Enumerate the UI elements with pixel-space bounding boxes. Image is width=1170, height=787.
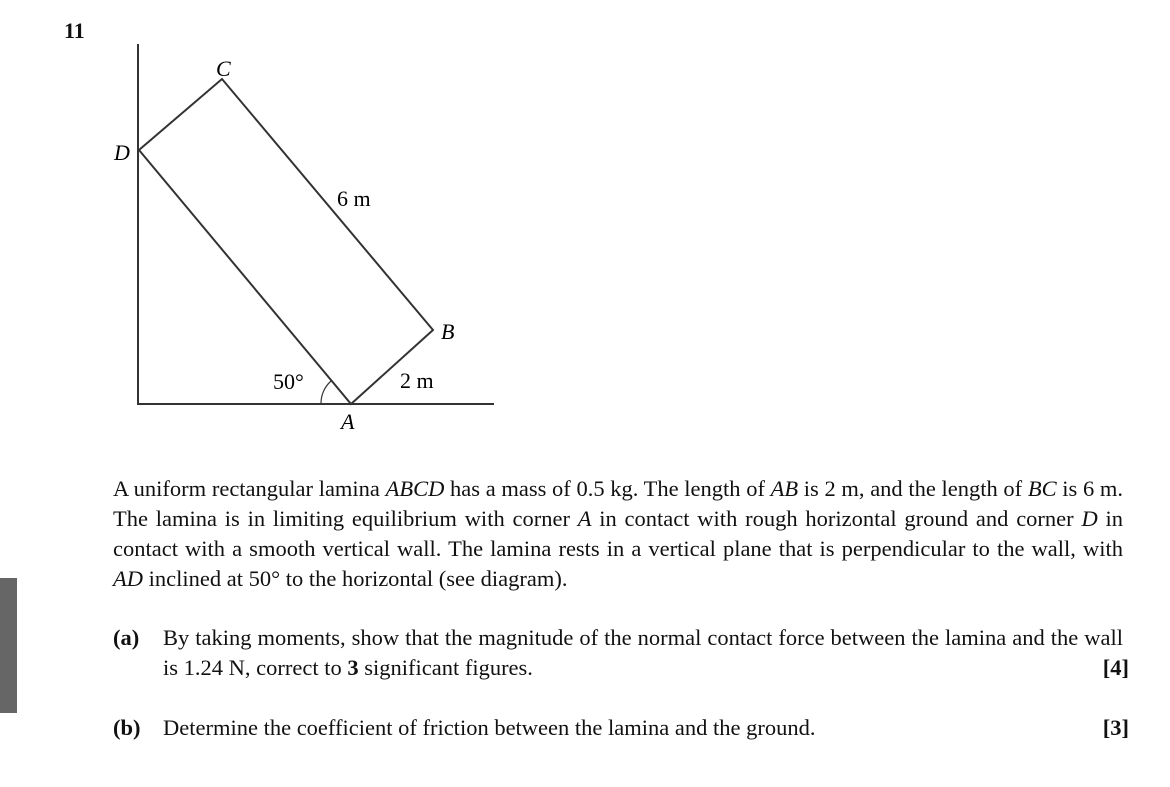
length-label-ab: 2 m [400, 368, 434, 393]
part-a-segment: 3 [347, 655, 359, 680]
stem-segment: BC [1027, 476, 1057, 501]
part-a-segment: significant figures. [358, 655, 533, 680]
stem-segment: D [1081, 506, 1098, 531]
lamina-abcd [139, 79, 433, 404]
margin-bar [0, 578, 17, 713]
part-a-marks: [4] [1102, 655, 1129, 680]
part-b-marks: [3] [1102, 715, 1129, 740]
stem-segment: is 6 m. The lamina is in limiting equilibrium with corner [113, 476, 1124, 531]
length-label-bc: 6 m [337, 186, 371, 211]
question-stem [113, 474, 1123, 594]
vertex-label-c: C [216, 56, 231, 81]
part-a-segment: By taking moments, show that the magnitude of the normal contact force between the lamina and the wall is 1.24 N, correct to [163, 625, 1123, 680]
part-a-text [163, 623, 1123, 683]
stem-segment: in contact with rough horizontal ground and corner [591, 506, 1082, 531]
stem-segment: is 2 m, and the length of [798, 476, 1028, 501]
angle-arc [321, 381, 331, 404]
vertex-label-d: D [114, 140, 130, 165]
lamina-diagram [0, 0, 520, 440]
stem-segment: AB [770, 476, 799, 501]
part-a-label: (a) [113, 625, 140, 650]
stem-segment: has a mass of 0.5 kg. The length of [444, 476, 771, 501]
part-b-label: (b) [113, 715, 141, 740]
stem-segment: ABCD [385, 476, 445, 501]
stem-segment: AD [113, 566, 143, 591]
stem-segment: in contact with a smooth vertical wall. The lamina rests in a vertical plane that is perpendicular to the wall, with [113, 506, 1123, 561]
vertex-label-a: A [341, 409, 355, 434]
question-number: 11 [64, 18, 85, 43]
part-b-segment: Determine the coefficient of friction between the lamina and the ground. [163, 715, 816, 740]
stem-segment: A uniform rectangular lamina [113, 476, 386, 501]
stem-segment: inclined at 50° to the horizontal (see diagram). [143, 566, 568, 591]
angle-label: 50° [273, 369, 304, 394]
stem-segment: A [577, 506, 592, 531]
part-b-text [163, 713, 1123, 743]
vertex-label-b: B [441, 319, 455, 344]
